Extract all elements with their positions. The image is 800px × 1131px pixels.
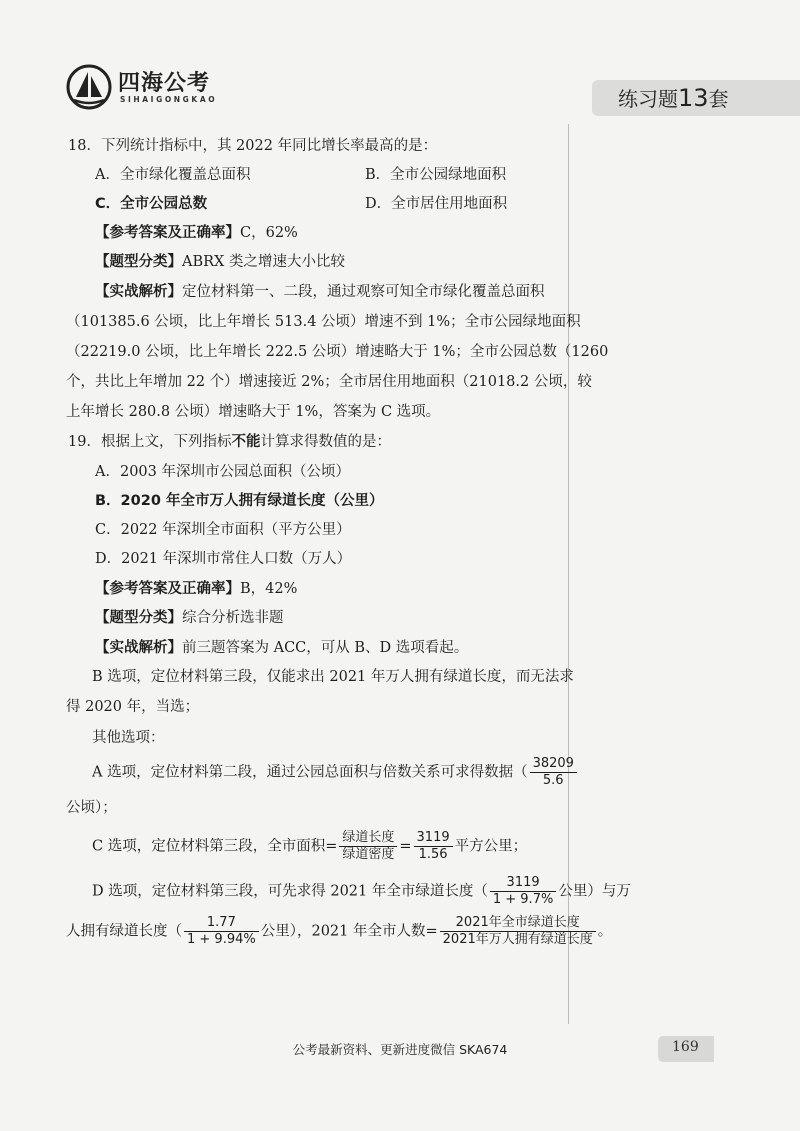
section-tab-suffix: 套 xyxy=(708,87,729,111)
footer-note: 公考最新资料、更新进度微信 SKA674 xyxy=(292,1042,508,1057)
q19-stem-pre: 19．根据上文，下列指标 xyxy=(68,434,232,450)
q18-analysis-label: 【实战解析】 xyxy=(95,284,182,300)
q19-type-value: 综合分析选非题 xyxy=(182,610,284,626)
q19-option-d-text1: D 选项，定位材料第三段，可先求得 2021 年全市绿道长度（ xyxy=(92,883,488,900)
fraction-d2-numerator: 1.77 xyxy=(184,915,259,932)
section-tab-label: 练习题 xyxy=(618,87,678,111)
fraction-d2-denominator: 1 + 9.94% xyxy=(187,932,256,947)
page-number: 169 xyxy=(672,1039,699,1055)
q18-analysis-line4: 个，共比上年增加 22 个）增速接近 2%；全市居住用地面积（21018.2 公顷，较 xyxy=(66,374,592,390)
q19-answer-value: B，42% xyxy=(240,581,298,597)
fraction-d1 xyxy=(490,875,556,908)
q19-option-a-explain-end: 公顷）； xyxy=(66,800,117,816)
q19-option-d-explain-line2 xyxy=(66,915,612,948)
q19-analysis xyxy=(95,638,468,658)
q19-option-b-explain-line2: 得 2020 年，当选； xyxy=(66,699,200,715)
q18-type xyxy=(95,252,345,272)
q19-option-d-text2: 公里）与万 xyxy=(558,883,631,900)
q19-option-d: D．2021 年深圳市常住人口数（万人） xyxy=(95,551,352,567)
q18-type-value: ABRX 类之增速大小比较 xyxy=(182,254,345,270)
fraction-c1 xyxy=(339,830,397,863)
q18-analysis-line3: （22219.0 公顷，比上年增长 222.5 公顷）增速略大于 1%；全市公园总数（1260 xyxy=(66,344,609,360)
q18-analysis-line5: 上年增长 280.8 公顷）增速略大于 1%，答案为 C 选项。 xyxy=(66,404,441,420)
q19-option-a: A．2003 年深圳市公园总面积（公顷） xyxy=(95,464,350,480)
q19-others-heading: 其他选项： xyxy=(92,730,165,746)
q18-option-b: B．全市公园绿地面积 xyxy=(365,167,507,183)
fraction-c1-denominator: 绿道密度 xyxy=(342,847,395,862)
q19-option-d-explain-line1 xyxy=(92,875,631,908)
q18-answer-value: C，62% xyxy=(240,225,298,241)
section-tab xyxy=(592,80,800,116)
q18-analysis xyxy=(95,282,545,302)
fraction-d3 xyxy=(440,915,596,948)
q18-stem: 18．下列统计指标中，其 2022 年同比增长率最高的是： xyxy=(68,138,438,154)
q19-option-c-unit: 平方公里； xyxy=(454,838,528,855)
q19-option-a-explain xyxy=(92,756,579,789)
fraction-d3-denominator: 2021年万人拥有绿道长度 xyxy=(442,932,593,947)
page-number-box xyxy=(658,1036,714,1062)
logo-english-name: SIHAIGONGKAO xyxy=(120,95,218,104)
fraction-c2-denominator: 1.56 xyxy=(418,847,448,862)
publisher-logo xyxy=(66,64,256,114)
fraction-c2 xyxy=(414,830,453,863)
q18-analysis-line1: 定位材料第一、二段，通过观察可知全市绿化覆盖总面积 xyxy=(182,284,545,300)
q19-analysis-label: 【实战解析】 xyxy=(95,640,182,656)
fraction-c2-numerator: 3119 xyxy=(414,830,453,847)
q19-answer-label: 【参考答案及正确率】 xyxy=(95,581,240,597)
logo-chinese-name: 四海公考 xyxy=(118,71,211,96)
fraction-d1-denominator: 1 + 9.7% xyxy=(492,892,554,907)
section-tab-number: 13 xyxy=(678,84,709,112)
fraction-d2 xyxy=(184,915,259,948)
q19-stem-emphasis: 不能 xyxy=(231,434,261,450)
q19-option-d-text3: 人拥有绿道长度（ xyxy=(66,923,182,940)
q19-option-d-text4: 公里），2021 年全市人数= xyxy=(260,923,438,940)
q19-option-c-explain xyxy=(92,830,527,863)
q18-option-d: D．全市居住用地面积 xyxy=(365,196,508,212)
q18-type-label: 【题型分类】 xyxy=(95,254,182,270)
q19-option-d-end: 。 xyxy=(597,923,613,940)
equals-sign: = xyxy=(399,838,412,855)
q19-answer xyxy=(95,579,297,599)
fraction-d3-numerator: 2021年全市绿道长度 xyxy=(440,915,596,932)
q19-stem-post: 计算求得数值的是： xyxy=(260,434,391,450)
q19-option-b-explain-line1: B 选项，定位材料第三段，仅能求出 2021 年万人拥有绿道长度，而无法求 xyxy=(92,669,574,685)
fraction-c1-numerator: 绿道长度 xyxy=(339,830,397,847)
q19-analysis-text: 前三题答案为 ACC，可从 B、D 选项看起。 xyxy=(182,640,469,656)
q18-option-a: A．全市绿化覆盖总面积 xyxy=(95,167,251,183)
q18-answer xyxy=(95,223,298,243)
q19-option-c-explain-text: C 选项，定位材料第三段，全市面积= xyxy=(92,838,338,855)
sailboat-logo-icon xyxy=(66,64,112,110)
fraction-a-denominator: 5.6 xyxy=(542,773,564,788)
q19-option-b: B．2020 年全市万人拥有绿道长度（公里） xyxy=(95,493,384,509)
fraction-a xyxy=(530,756,577,789)
q18-option-c: C．全市公园总数 xyxy=(95,196,208,212)
fraction-d1-numerator: 3119 xyxy=(490,875,556,892)
q19-stem xyxy=(68,432,391,452)
q18-analysis-line2: （101385.6 公顷，比上年增长 513.4 公顷）增速不到 1%；全市公园绿地面积 xyxy=(66,314,581,330)
fraction-a-numerator: 38209 xyxy=(530,756,577,773)
q18-answer-label: 【参考答案及正确率】 xyxy=(95,225,240,241)
q19-option-c: C．2022 年深圳全市面积（平方公里） xyxy=(95,522,351,538)
q19-type-label: 【题型分类】 xyxy=(95,610,182,626)
q19-option-a-explain-text: A 选项，定位材料第二段，通过公园总面积与倍数关系可求得数据（ xyxy=(92,764,528,781)
q19-type xyxy=(95,608,284,628)
